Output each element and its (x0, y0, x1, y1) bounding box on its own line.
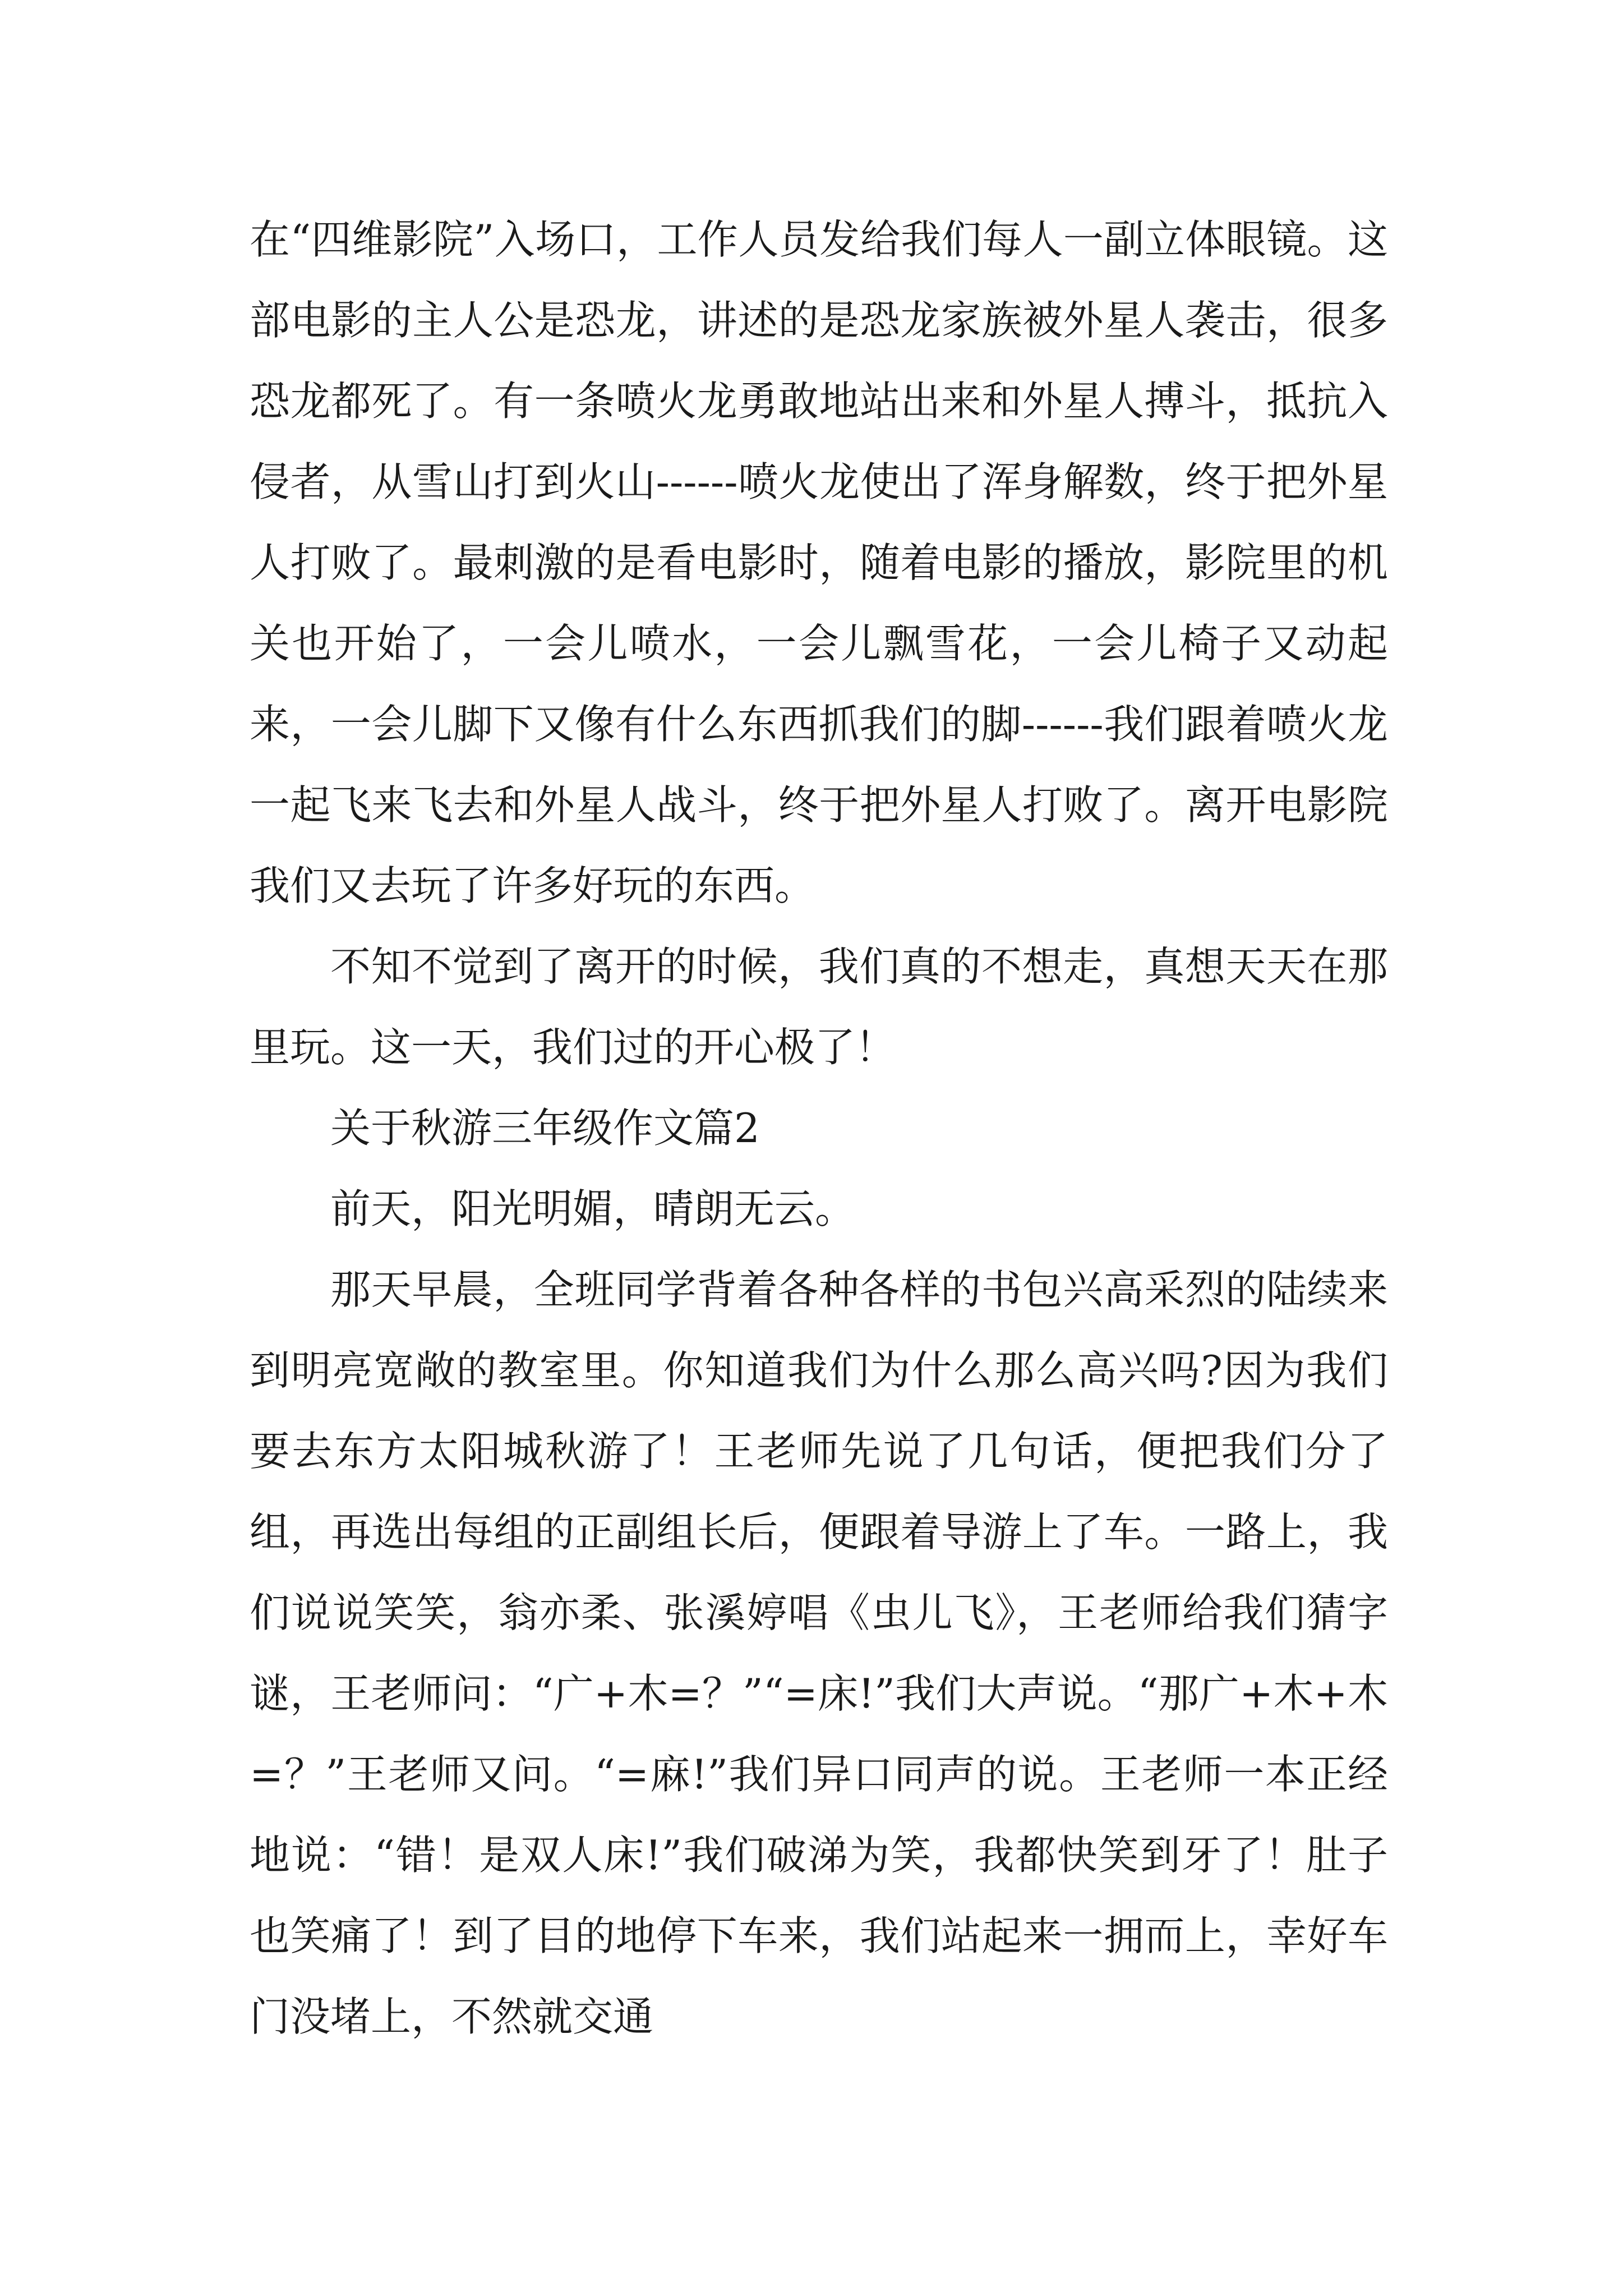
paragraph-continuation: 在“四维影院”入场口，工作人员发给我们每人一副立体眼镜。这部电影的主人公是恐龙，讲述的是恐龙家族被外星人袭击，很多恐龙都死了。有一条喷火龙勇敢地站出来和外星人搏斗，抵抗入侵者，从雪山打到火山------喷火龙使出了浑身解数，终于把外星人打败了。最刺激的是看电影时，随着电影的播放，影院里的机关也开始了，一会儿喷水，一会儿飘雪花，一会儿椅子又动起来，一会儿脚下又像有什么东西抓我们的脚------我们跟着喷火龙一起飞来飞去和外星人战斗，终于把外星人打败了。离开电影院我们又去玩了许多好玩的东西。 (250, 216, 1388, 909)
document-body (250, 199, 1388, 2057)
essay-title: 关于秋游三年级作文篇2 (330, 1105, 760, 1152)
paragraph-morning: 那天早晨，全班同学背着各种各样的书包兴高采烈的陆续来到明亮宽敞的教室里。你知道我们为什么那么高兴吗?因为我们要去东方太阳城秋游了！王老师先说了几句话，便把我们分了组，再选出每组的正副组长后，便跟着导游上了车。一路上，我们说说笑笑，翁亦柔、张溪婷唱《虫儿飞》，王老师给我们猜字谜，王老师问：“广+木=？”“=床!”我们大声说。“那广+木+木=？”王老师又问。“=麻!”我们异口同声的说。王老师一本正经地说：“错！是双人床!”我们破涕为笑，我都快笑到牙了！肚子也笑痛了！到了目的地停下车来，我们站起来一拥而上，幸好车门没堵上，不然就交通 (250, 1266, 1388, 2040)
paragraph-leaving: 不知不觉到了离开的时候，我们真的不想走，真想天天在那里玩。这一天，我们过的开心极了！ (250, 943, 1388, 1071)
paragraph-weather: 前天，阳光明媚，晴朗无云。 (330, 1185, 856, 1232)
